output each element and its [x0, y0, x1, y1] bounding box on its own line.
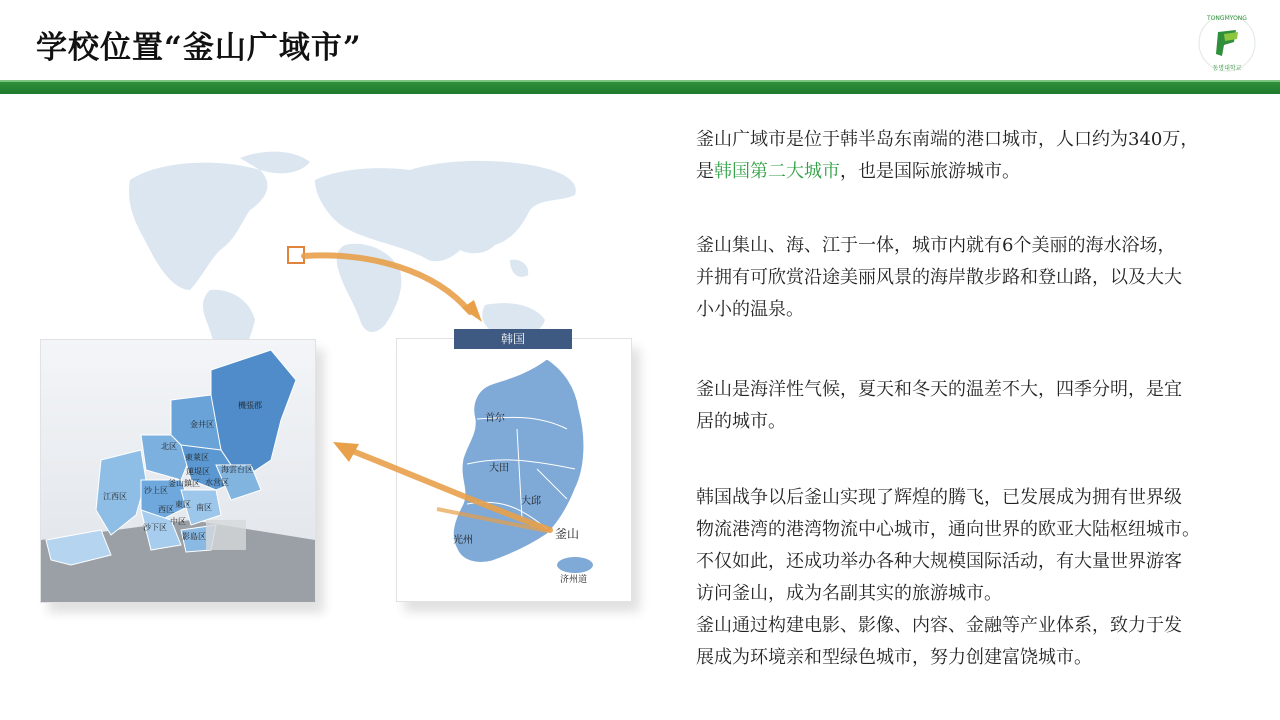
text-segment: ，也是国际旅游城市。 — [840, 161, 1020, 182]
text-line: 釜山是海洋性气候，夏天和冬天的温差不大，四季分明，是宜 — [696, 379, 1182, 400]
text-segment: 是 — [696, 161, 714, 182]
header — [0, 0, 1280, 82]
busan-district-label: 機張郡 — [238, 401, 262, 410]
svg-text:TONGMYONG: TONGMYONG — [1207, 15, 1247, 22]
paragraph-population — [696, 124, 1256, 188]
text-line: 釜山通过构建电影、影像、内容、金融等产业体系，致力于发 — [696, 615, 1182, 636]
text-line: 釜山广域市是位于韩半岛东南端的港口城市，人口约为340万， — [696, 129, 1199, 150]
busan-district-label: 蓮堤区 — [186, 467, 210, 476]
text-line: 韩国战争以后釜山实现了辉煌的腾飞，已发展成为拥有世界级 — [696, 487, 1182, 508]
text-line: 不仅如此，还成功举办各种大规模国际活动，有大量世界游客 — [696, 551, 1182, 572]
korea-city-label: 大田 — [489, 463, 509, 474]
korea-city-label: 光州 — [453, 535, 473, 546]
header-bar — [0, 82, 1280, 94]
korea-city-label: 大邱 — [521, 496, 541, 507]
text-line: 访问釜山，成为名副其实的旅游城市。 — [696, 583, 1002, 604]
busan-district-label: 沙上区 — [144, 486, 168, 495]
busan-district-label: 海雲台区 — [221, 465, 253, 474]
busan-district-label: 水営区 — [205, 478, 229, 487]
text-line: 釜山集山、海、江于一体，城市内就有6个美丽的海水浴场， — [696, 235, 1176, 256]
busan-map-panel — [40, 339, 316, 603]
paragraph-history — [696, 482, 1256, 674]
busan-district-label: 沙下区 — [143, 523, 167, 532]
busan-district-label: 金井区 — [190, 420, 214, 429]
svg-text:동명대학교: 동명대학교 — [1212, 65, 1242, 72]
paragraph-geography — [696, 230, 1256, 326]
text-line: 小小的温泉。 — [696, 299, 804, 320]
busan-district-label: 西区 — [158, 505, 174, 514]
korea-city-label: 济州道 — [560, 575, 588, 585]
text-line: 居的城市。 — [696, 411, 786, 432]
text-line: 并拥有可欣赏沿途美丽风景的海岸散步路和登山路，以及大大 — [696, 267, 1182, 288]
text-line — [696, 156, 1256, 188]
text-line: 物流港湾的港湾物流中心城市，通向世界的欧亚大陆枢纽城市。 — [696, 519, 1200, 540]
busan-district-label: 北区 — [161, 442, 177, 451]
busan-district-label: 東区 — [175, 500, 191, 509]
korea-city-label: 釜山 — [555, 527, 580, 541]
busan-district-label: 中区 — [170, 517, 186, 526]
korea-map-label: 韩国 — [454, 329, 572, 349]
text-line: 展成为环境亲和型绿色城市，努力创建富饶城市。 — [696, 647, 1092, 668]
page-title: 学校位置“釜山广域市” — [36, 30, 362, 66]
highlight-text: 韩国第二大城市 — [714, 161, 840, 182]
busan-district-label: 江西区 — [103, 492, 127, 501]
busan-district-label: 釜山鎮区 — [168, 479, 200, 488]
busan-district-label: 東萊区 — [185, 453, 209, 462]
korea-city-label: 首尔 — [485, 413, 505, 424]
university-logo — [1194, 12, 1260, 74]
busan-district-label: 南区 — [196, 503, 212, 512]
arrow-icon — [325, 430, 565, 540]
paragraph-climate — [696, 374, 1256, 438]
busan-district-label: 影島区 — [182, 532, 206, 541]
